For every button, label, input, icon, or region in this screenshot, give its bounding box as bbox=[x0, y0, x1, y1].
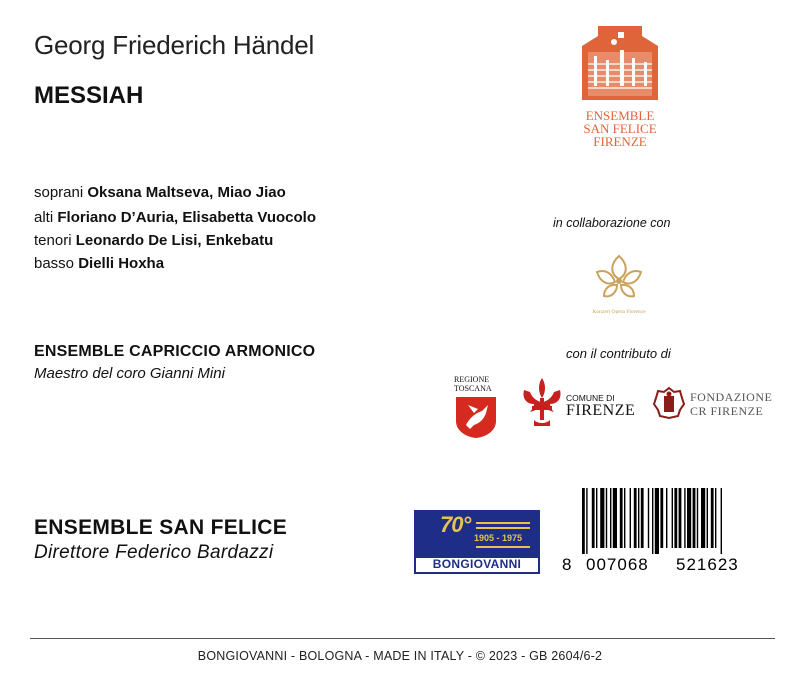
barcode-bar bbox=[582, 488, 585, 554]
bongiovanni-anniversary: 70° bbox=[440, 512, 471, 537]
footer-divider bbox=[30, 638, 775, 639]
choir-director: Maestro del coro Gianni Mini bbox=[34, 365, 225, 382]
barcode-bar bbox=[672, 488, 673, 548]
cast-role: soprani bbox=[34, 184, 84, 201]
flower-emblem-icon bbox=[588, 252, 650, 302]
barcode-bar bbox=[687, 488, 691, 548]
barcode-bar bbox=[610, 488, 611, 548]
cast-names: Dielli Hoxha bbox=[78, 255, 165, 272]
barcode-bar bbox=[693, 488, 696, 548]
fondazione-line2: CR FIRENZE bbox=[690, 404, 764, 418]
region-line2: TOSCANA bbox=[454, 384, 492, 393]
florence-lily-icon bbox=[520, 376, 564, 430]
barcode-bar bbox=[620, 488, 623, 548]
barcode-bar bbox=[648, 488, 649, 548]
barcode-bar bbox=[666, 488, 667, 548]
bongiovanni-stripe bbox=[476, 527, 530, 529]
cast-line-tenori bbox=[34, 232, 273, 249]
cast-role: alti bbox=[34, 209, 54, 226]
barcode-bar bbox=[655, 488, 659, 554]
footer-text: BONGIOVANNI - BOLOGNA - MADE IN ITALY - © 2023 - GB 2604/6-2 bbox=[197, 649, 603, 663]
barcode-bar bbox=[721, 488, 722, 554]
comune-line2: FIRENZE bbox=[566, 402, 636, 419]
orchestra-director: Direttore Federico Bardazzi bbox=[34, 542, 274, 563]
cast-names: Leonardo De Lisi, Enkebatu bbox=[75, 232, 274, 249]
orchestra-name: ENSEMBLE SAN FELICE bbox=[34, 516, 288, 539]
fondazione-emblem-icon bbox=[652, 386, 686, 420]
barcode-bar bbox=[634, 488, 637, 548]
pegasus-shield-icon bbox=[454, 395, 498, 439]
cast-line-soprani bbox=[34, 184, 286, 201]
cast-role: basso bbox=[34, 255, 75, 272]
barcode-group1: 007068 bbox=[586, 555, 649, 574]
bongiovanni-stripe bbox=[476, 546, 530, 548]
barcode-bar bbox=[586, 488, 587, 554]
barcode-bar bbox=[674, 488, 677, 548]
barcode-bar bbox=[596, 488, 597, 548]
cast-names: Oksana Maltseva, Miao Jiao bbox=[87, 184, 286, 201]
barcode-bar bbox=[697, 488, 698, 548]
cast-names: Floriano D’Auria, Elisabetta Vuocolo bbox=[57, 209, 317, 226]
composer-name: Georg Friederich Händel bbox=[34, 30, 315, 60]
bongiovanni-stripe bbox=[476, 522, 530, 524]
barcode-bar bbox=[630, 488, 631, 548]
barcode bbox=[580, 488, 764, 554]
konzert-opera-text: Konzert Opera Florence bbox=[592, 309, 646, 315]
barcode-bar bbox=[652, 488, 653, 554]
comune-firenze-logo bbox=[520, 376, 642, 432]
barcode-bar bbox=[592, 488, 595, 548]
work-title: MESSIAH bbox=[34, 82, 144, 109]
barcode-bar bbox=[606, 488, 607, 548]
choir-name: ENSEMBLE CAPRICCIO ARMONICO bbox=[34, 343, 316, 360]
barcode-bar bbox=[660, 488, 663, 548]
barcode-bar bbox=[701, 488, 705, 548]
fondazione-line1: FONDAZIONE bbox=[690, 390, 773, 404]
collaboration-label: in collaborazione con bbox=[553, 216, 671, 230]
ensemble-san-felice-logo bbox=[574, 20, 666, 149]
barcode-bar bbox=[638, 488, 639, 548]
barcode-bar bbox=[707, 488, 708, 548]
barcode-bar bbox=[600, 488, 604, 548]
bongiovanni-name: BONGIOVANNI bbox=[432, 557, 522, 571]
barcode-group2: 521623 bbox=[676, 555, 739, 574]
regione-toscana-logo bbox=[454, 375, 500, 439]
barcode-bar bbox=[624, 488, 625, 548]
barcode-bar bbox=[613, 488, 617, 548]
cast-role: tenori bbox=[34, 232, 72, 249]
bongiovanni-years: 1905 - 1975 bbox=[474, 533, 523, 543]
fondazione-cr-firenze-logo bbox=[652, 386, 774, 422]
region-line1: REGIONE bbox=[454, 375, 490, 384]
cast-line-basso bbox=[34, 255, 164, 272]
barcode-digit-first: 8 bbox=[562, 555, 572, 574]
comune-line1: COMUNE DI bbox=[566, 393, 615, 403]
ensemble-logo-line2: SAN FELICE bbox=[583, 121, 657, 136]
barcode-bar bbox=[684, 488, 685, 548]
church-facade-icon bbox=[574, 20, 666, 100]
ensemble-logo-line3: FIRENZE bbox=[593, 134, 647, 149]
barcode-bar bbox=[711, 488, 714, 548]
contribution-label: con il contributo di bbox=[566, 346, 671, 361]
barcode-bar bbox=[679, 488, 682, 548]
barcode-bar bbox=[641, 488, 644, 548]
barcode-bar bbox=[715, 488, 716, 548]
ensemble-logo-line1: ENSEMBLE bbox=[585, 108, 655, 123]
konzert-opera-logo bbox=[588, 252, 650, 314]
